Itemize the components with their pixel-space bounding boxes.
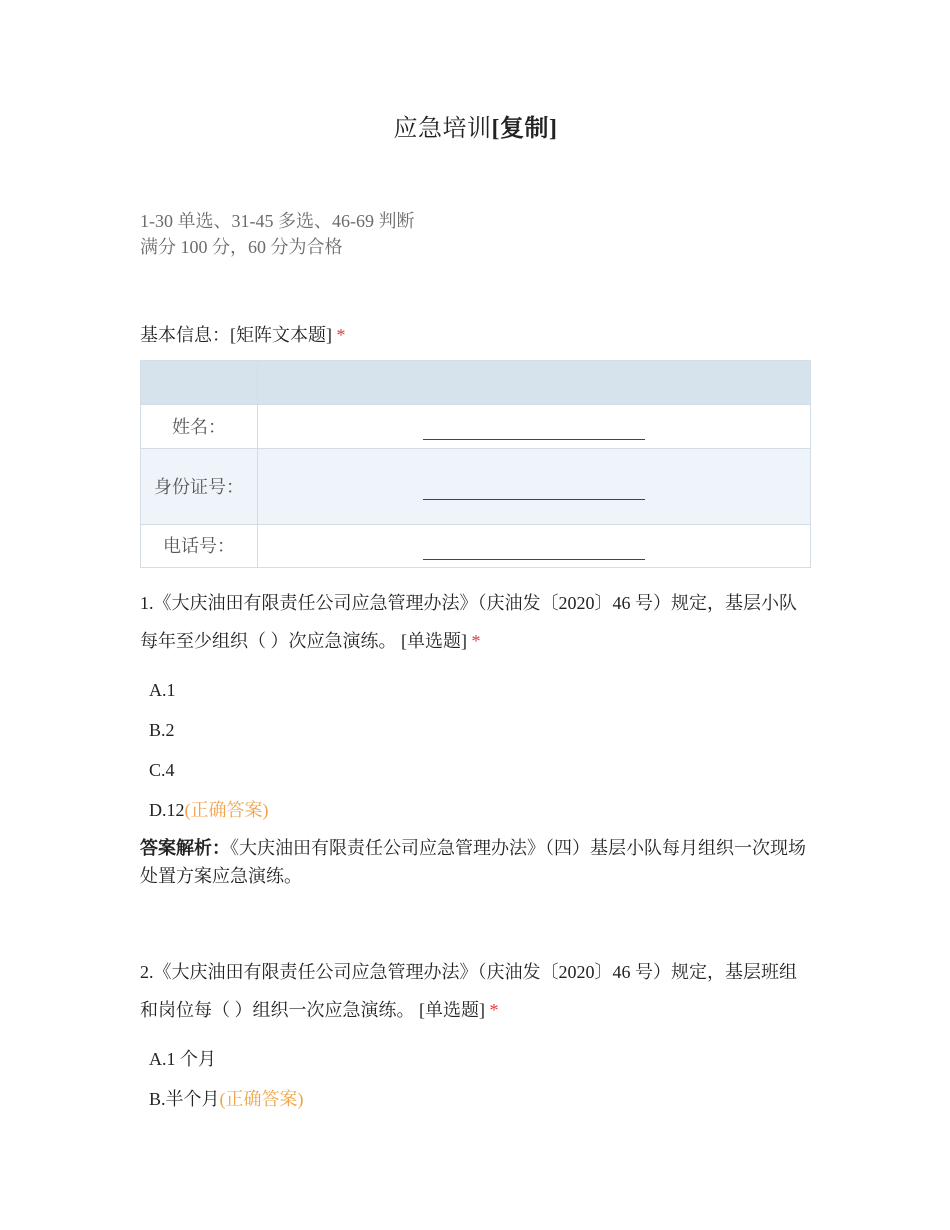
required-mark: * [336, 325, 346, 345]
title-main: 应急培训 [393, 116, 492, 142]
question-text [140, 953, 811, 1029]
required-mark: * [471, 631, 481, 651]
page-title [140, 108, 811, 143]
answer-blank-line [423, 559, 645, 560]
option-a[interactable] [149, 1039, 811, 1079]
title-suffix: [复制] [491, 116, 558, 142]
correct-answer-tag: (正确答案) [184, 800, 269, 820]
answer-analysis [140, 834, 811, 890]
matrix-row-id [141, 449, 811, 525]
option-text: D.12 [149, 800, 185, 820]
basic-info-matrix [140, 360, 811, 568]
option-text: A.1 个月 [149, 1049, 216, 1069]
matrix-row-name [141, 405, 811, 449]
option-text: C.4 [149, 760, 175, 780]
option-c[interactable] [149, 750, 811, 790]
option-d[interactable] [149, 790, 811, 830]
matrix-row-label: 电话号： [141, 525, 258, 568]
option-text: B.半个月 [149, 1089, 220, 1109]
id-number-input[interactable] [258, 449, 811, 525]
correct-answer-tag: (正确答案) [219, 1089, 304, 1109]
matrix-row-phone [141, 525, 811, 568]
matrix-row-label: 身份证号： [141, 449, 258, 525]
question-2-text: 2.《大庆油田有限责任公司应急管理办法》（庆油发〔2020〕46 号）规定，基层班组和岗位每（ ）组织一次应急演练。 [单选题] [140, 962, 797, 1020]
option-a[interactable] [149, 670, 811, 710]
matrix-question-label [140, 316, 346, 354]
description-line-2: 满分 100 分，60 分为合格 [140, 237, 343, 257]
option-text: B.2 [149, 720, 175, 740]
name-input[interactable] [258, 405, 811, 449]
phone-input[interactable] [258, 525, 811, 568]
survey-description [140, 208, 414, 260]
option-b[interactable] [149, 1079, 811, 1119]
matrix-label-text: 基本信息：[矩阵文本题] [140, 325, 332, 345]
description-line-1: 1-30 单选、31-45 多选、46-69 判断 [140, 211, 415, 231]
question-text [140, 584, 811, 660]
question-1 [140, 584, 811, 890]
question-2 [140, 953, 811, 1119]
option-b[interactable] [149, 710, 811, 750]
option-text: A.1 [149, 680, 176, 700]
matrix-header-cell [258, 361, 811, 405]
matrix-header-row [141, 361, 811, 405]
answer-blank-line [423, 439, 645, 440]
analysis-heading: 答案解析： [140, 838, 230, 858]
required-mark: * [489, 1000, 499, 1020]
matrix-header-cell [141, 361, 258, 405]
question-1-text: 1.《大庆油田有限责任公司应急管理办法》（庆油发〔2020〕46 号）规定，基层小队每年至少组织（ ）次应急演练。 [单选题] [140, 593, 797, 651]
answer-blank-line [423, 499, 645, 500]
analysis-text: 《大庆油田有限责任公司应急管理办法》（四）基层小队每月组织一次现场处置方案应急演练。 [140, 838, 806, 886]
matrix-row-label: 姓名： [141, 405, 258, 449]
